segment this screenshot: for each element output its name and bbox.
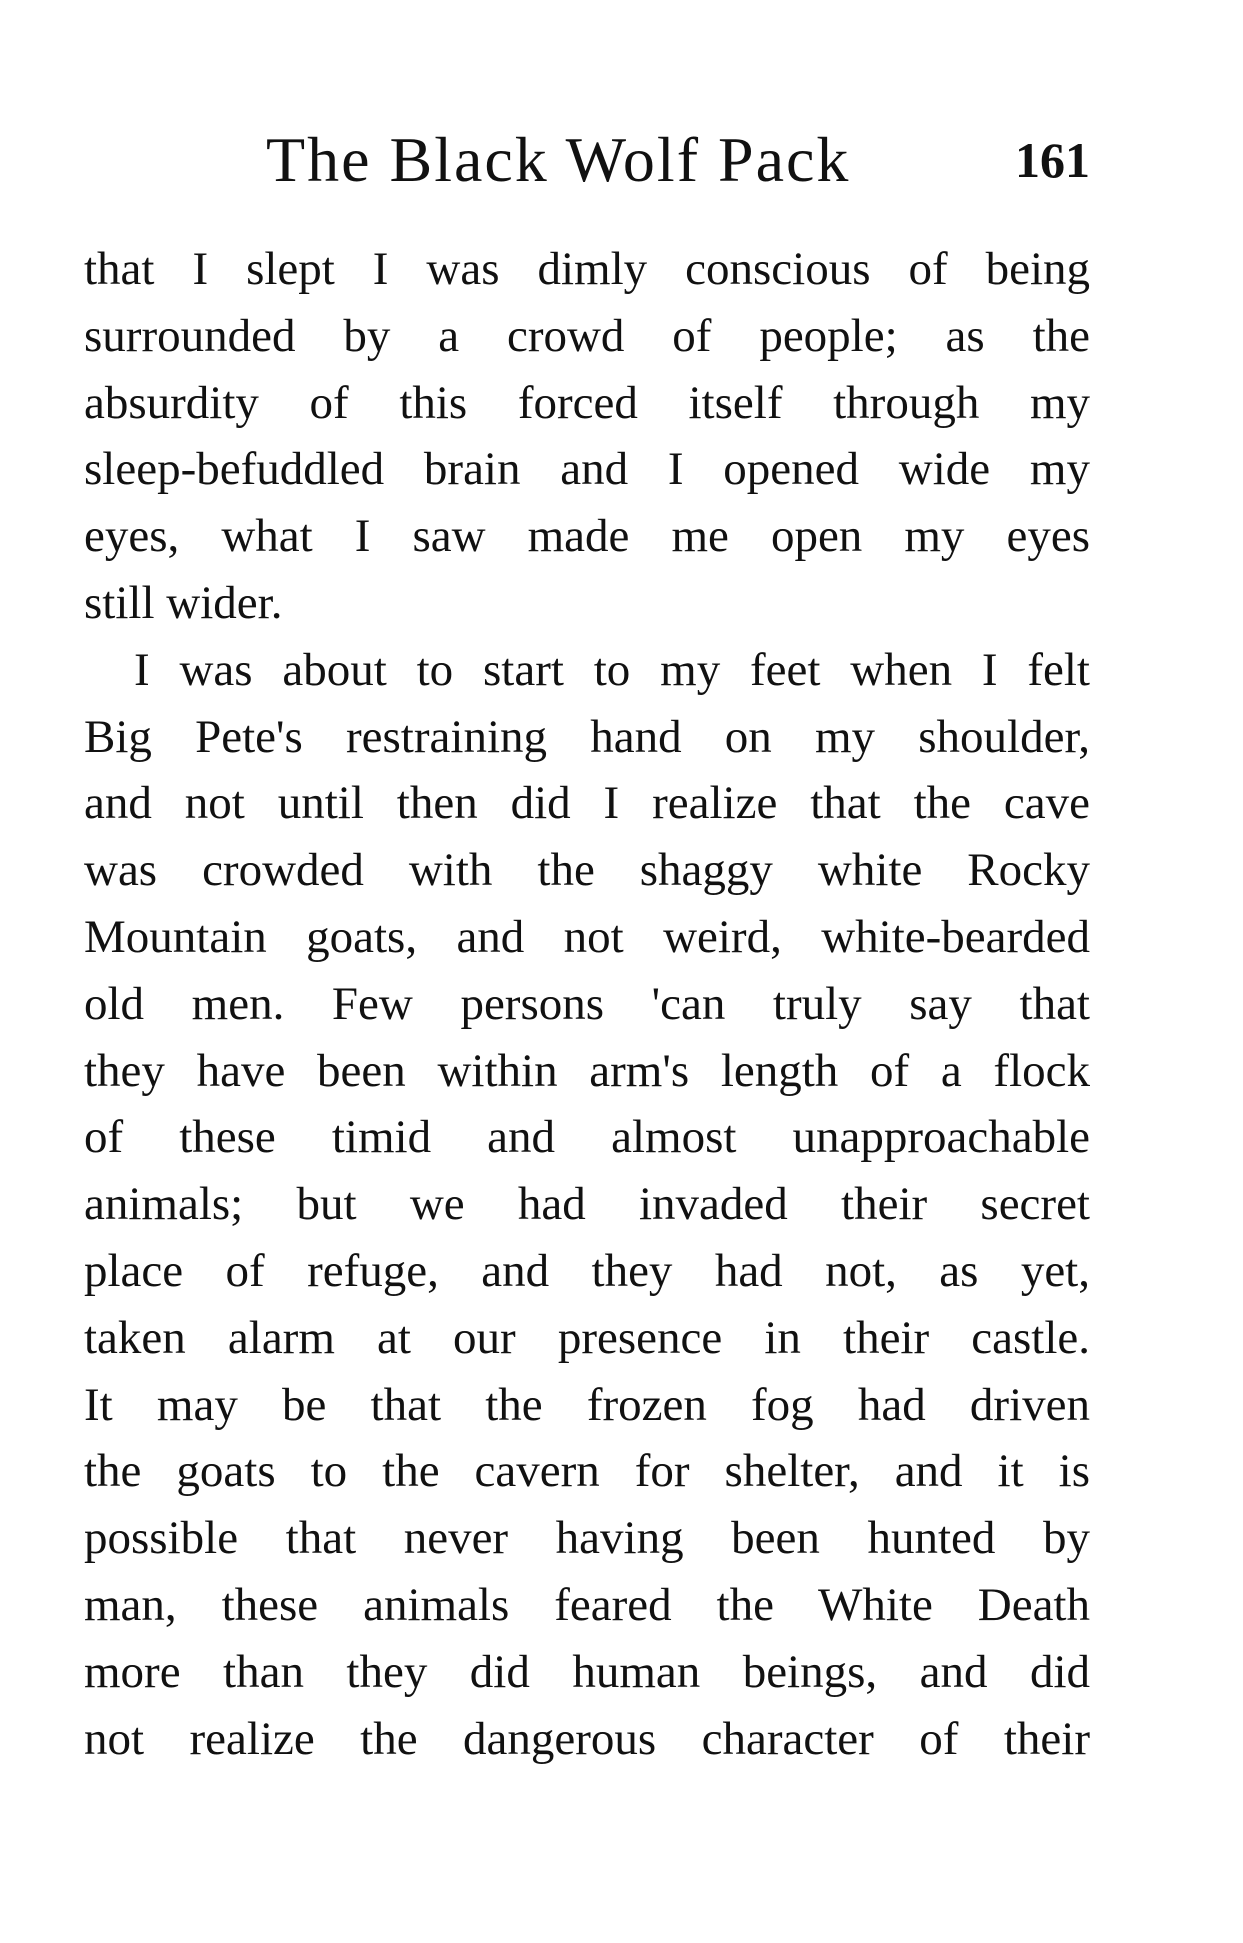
page-number: 161	[1015, 132, 1090, 188]
text-line: more than they did human beings, and did	[84, 1645, 1090, 1698]
text-line: still wider.	[84, 576, 283, 629]
text-line: absurdity of this forced itself through my	[84, 376, 1090, 429]
text-line: not realize the dangerous character of their	[84, 1712, 1090, 1765]
paragraph-1	[84, 236, 1090, 637]
text-line: that I slept I was dimly conscious of being	[84, 243, 1090, 295]
text-line: animals; but we had invaded their secret	[84, 1178, 1090, 1231]
paragraph-2	[84, 637, 1090, 1773]
text-line: possible that never having been hunted by	[84, 1512, 1090, 1565]
running-title: The Black Wolf Pack	[266, 124, 851, 195]
text-line: It may be that the frozen fog had driven	[84, 1378, 1090, 1431]
text-line: taken alarm at our presence in their castle.	[84, 1311, 1090, 1364]
text-line: place of refuge, and they had not, as yet,	[84, 1244, 1090, 1297]
text-line: sleep-befuddled brain and I opened wide my	[84, 443, 1090, 496]
running-head	[84, 120, 1090, 200]
text-line: the goats to the cavern for shelter, and it is	[84, 1445, 1090, 1498]
text-line: and not until then did I realize that the cave	[84, 777, 1090, 830]
text-line: old men. Few persons 'can truly say that	[84, 977, 1090, 1030]
text-line: Big Pete's restraining hand on my shoulder,	[84, 710, 1090, 763]
text-line: eyes, what I saw made me open my eyes	[84, 510, 1090, 563]
text-line: they have been within arm's length of a flock	[84, 1044, 1090, 1097]
text-line: surrounded by a crowd of people; as the	[84, 309, 1090, 362]
text-line: Mountain goats, and not weird, white-bearded	[84, 910, 1090, 963]
text-line: of these timid and almost unapproachable	[84, 1111, 1090, 1164]
text-line: man, these animals feared the White Death	[84, 1578, 1090, 1631]
text-line: I was about to start to my feet when I felt	[134, 643, 1090, 696]
text-line: was crowded with the shaggy white Rocky	[84, 844, 1090, 897]
body-text	[84, 236, 1090, 1772]
